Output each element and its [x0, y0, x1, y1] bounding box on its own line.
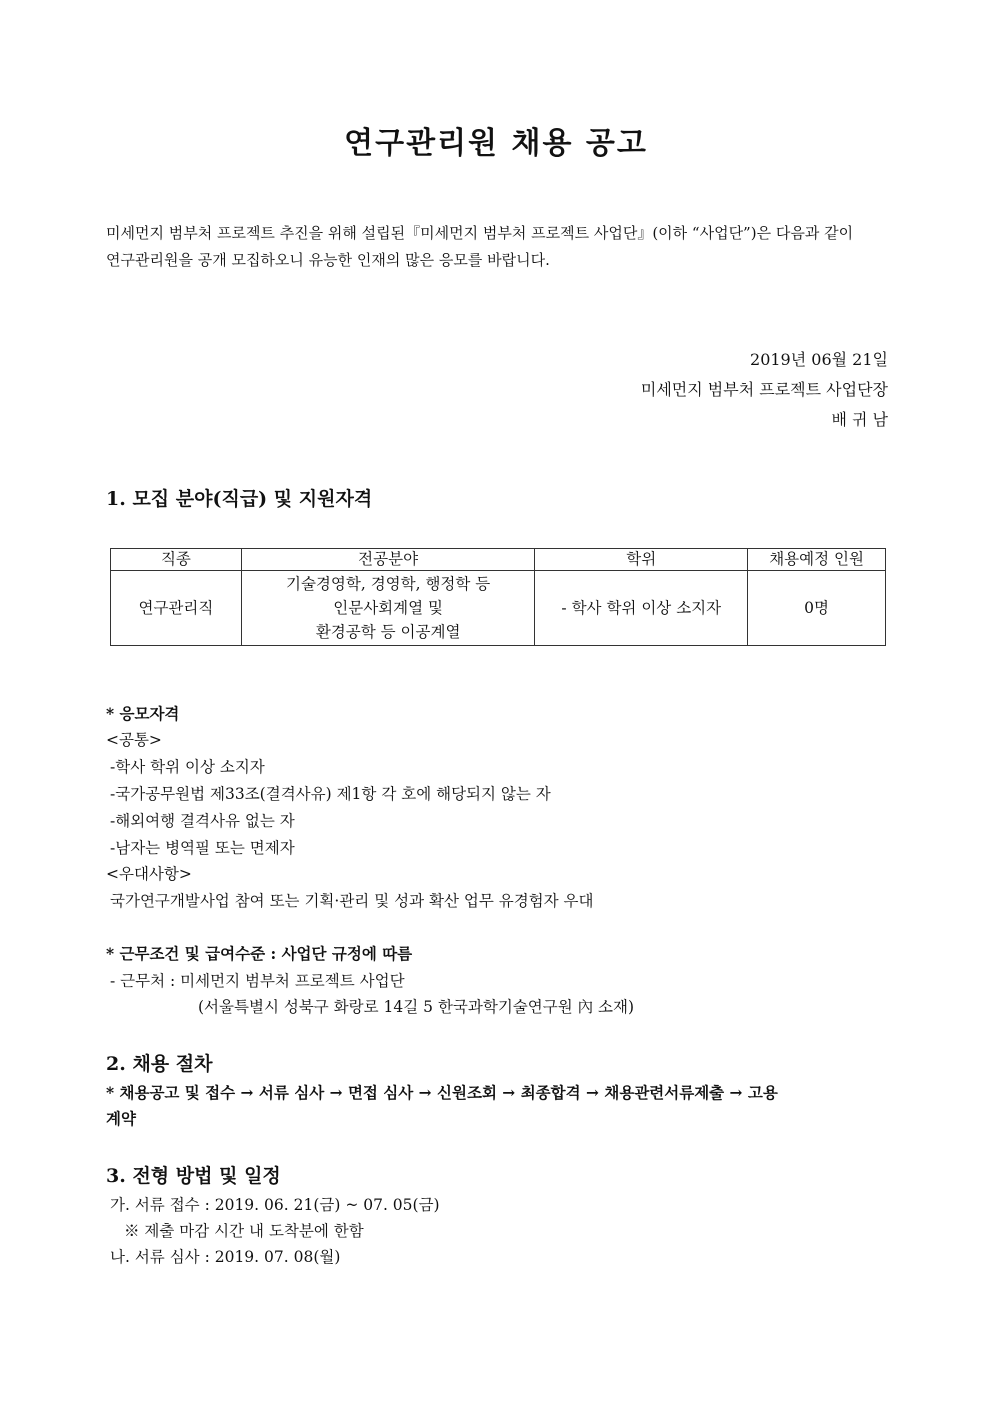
major-line: 기술경영학, 경영학, 행정학 등	[285, 575, 491, 593]
section-3-heading: 3. 전형 방법 및 일정	[106, 1165, 281, 1187]
common-label: <공통>	[106, 731, 162, 749]
intro-line-2: 연구관리원을 공개 모집하오니 유능한 인재의 많은 응모를 바랍니다.	[106, 251, 550, 269]
table-header-cell: 전공분야	[241, 549, 535, 571]
table-header-cell: 채용예정 인원	[748, 549, 886, 571]
preference-label: <우대사항>	[106, 865, 192, 883]
section-2-heading: 2. 채용 절차	[106, 1053, 213, 1075]
table-header-row	[111, 549, 886, 571]
common-item: -해외여행 결격사유 없는 자	[110, 812, 295, 830]
section-1-heading: 1. 모집 분야(직급) 및 지원자격	[106, 488, 373, 510]
table-header-cell: 직종	[111, 549, 242, 571]
schedule-item: 나. 서류 심사 : 2019. 07. 08(월)	[110, 1248, 341, 1266]
address-line: (서울특별시 성북구 화랑로 14길 5 한국과학기술연구원 內 소재)	[198, 998, 635, 1016]
headcount-cell: 0명	[748, 571, 886, 646]
conditions-heading: * 근무조건 및 급여수준 : 사업단 규정에 따름	[106, 944, 413, 963]
signature-date: 2019년 06월 21일	[750, 350, 888, 369]
schedule-item: 가. 서류 접수 : 2019. 06. 21(금) ~ 07. 05(금)	[110, 1196, 440, 1214]
recruitment-table	[110, 548, 886, 646]
preference-text: 국가연구개발사업 참여 또는 기획·관리 및 성과 확산 업무 유경험자 우대	[110, 892, 594, 910]
intro-paragraph	[106, 220, 896, 274]
degree-cell: - 학사 학위 이상 소지자	[535, 571, 748, 646]
major-line: 환경공학 등 이공계열	[315, 623, 461, 641]
qualification-heading: * 응모자격	[106, 704, 180, 723]
major-line: 인문사회계열 및	[333, 599, 443, 617]
page-title: 연구관리원 채용 공고	[344, 126, 648, 161]
table-header-cell: 학위	[535, 549, 748, 571]
process-line-1: * 채용공고 및 접수 → 서류 심사 → 면접 심사 → 신원조회 → 최종합격 → 채용관련서류제출 → 고용	[106, 1083, 778, 1102]
intro-line-1: 미세먼지 범부처 프로젝트 추진을 위해 설립된『미세먼지 범부처 프로젝트 사업단』(이하 “사업단”)은 다음과 같이	[106, 224, 854, 242]
major-cell	[241, 571, 535, 646]
common-item: -남자는 병역필 또는 면제자	[110, 839, 295, 857]
signature-name: 배 귀 남	[831, 410, 888, 429]
process-line-2: 계약	[106, 1109, 136, 1128]
job-type-cell: 연구관리직	[111, 571, 242, 646]
common-item: -국가공무원법 제33조(결격사유) 제1항 각 호에 해당되지 않는 자	[110, 785, 551, 803]
workplace-line: - 근무처 : 미세먼지 범부처 프로젝트 사업단	[110, 972, 405, 990]
schedule-note: ※ 제출 마감 시간 내 도착분에 한함	[124, 1222, 364, 1240]
signature-org: 미세먼지 범부처 프로젝트 사업단장	[640, 380, 888, 399]
table-row	[111, 571, 886, 646]
common-item: -학사 학위 이상 소지자	[110, 758, 265, 776]
